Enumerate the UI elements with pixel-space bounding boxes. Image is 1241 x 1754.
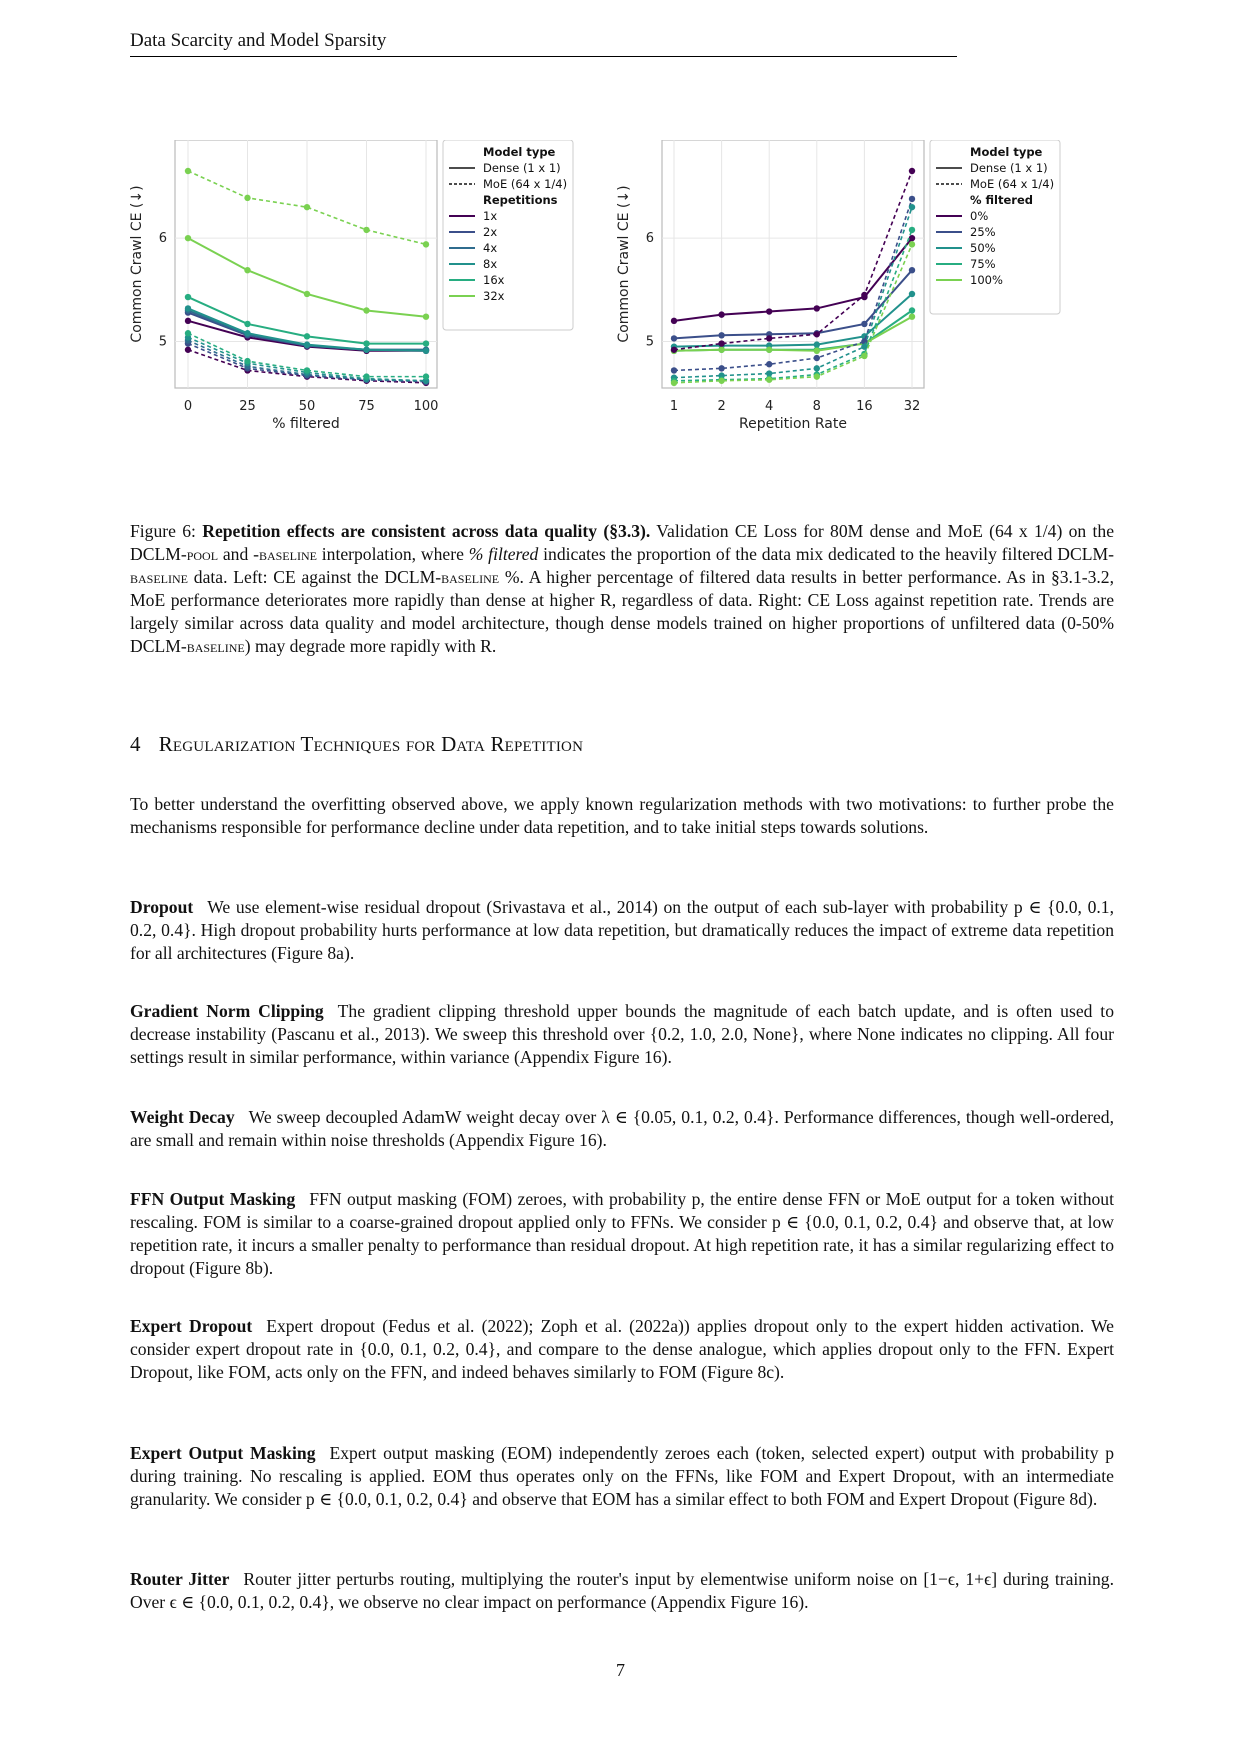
- paragraph-ffn-output-masking: [130, 1188, 1114, 1280]
- section-title: Regularization Techniques for Data Repetition: [158, 732, 584, 756]
- paragraph-text: Expert output masking (EOM) independently zeroes each (token, selected expert) output with probability p during training. No rescaling is applied. EOM thus operates only on the FFNs, like FOM and Expert Dropout, with an intermediate granularity. We consider p ∈ {0.0, 0.1, 0.2, 0.4} and observe that EOM has a similar effect to both FOM and Expert Dropout (Figure 8d).: [130, 1443, 1115, 1509]
- caption-title: Repetition effects are consistent across data quality (§3.3).: [202, 521, 651, 541]
- x-tick-label: 16: [856, 399, 873, 414]
- paragraph-title: Expert Dropout: [130, 1316, 253, 1336]
- legend-title: Model type: [970, 145, 1043, 159]
- paragraph-title: FFN Output Masking: [130, 1189, 296, 1209]
- x-tick-label: 25: [239, 399, 256, 414]
- caption-text: interpolation, where: [316, 544, 469, 564]
- legend-entry: 2x: [483, 225, 498, 239]
- data-point: [766, 361, 772, 367]
- data-point: [861, 321, 867, 327]
- caption-text: and -: [218, 544, 259, 564]
- data-point: [814, 373, 820, 379]
- data-point: [718, 365, 724, 371]
- data-point: [909, 196, 915, 202]
- data-point: [766, 335, 772, 341]
- data-point: [423, 348, 429, 354]
- caption-sc: baseline: [186, 636, 245, 656]
- legend-entry: 4x: [483, 241, 498, 255]
- x-axis-label: % filtered: [272, 416, 340, 432]
- data-point: [423, 373, 429, 379]
- data-point: [185, 235, 191, 241]
- legend-entry: 16x: [483, 273, 505, 287]
- section-number: 4: [130, 732, 141, 756]
- caption-label: Figure 6:: [130, 521, 203, 541]
- legend-entry: 75%: [970, 257, 996, 271]
- x-tick-label: 32: [903, 399, 921, 414]
- data-point: [861, 353, 867, 359]
- data-point: [909, 267, 915, 273]
- caption-text: data. Left: CE against the DCLM-: [188, 567, 442, 587]
- paragraph-text: We use element-wise residual dropout (Srivastava et al., 2014) on the output of each sub-layer with probability p ∈ {0.0, 0.1, 0.2, 0.4}. High dropout probability hurts performance at low data repetition, but dramatically reduces the impact of extreme data repetition for all architectures (Figure 8a).: [130, 897, 1114, 963]
- legend-title: % filtered: [970, 193, 1033, 207]
- data-point: [718, 347, 724, 353]
- chart-right: [616, 140, 1060, 432]
- legend-entry: 50%: [970, 241, 996, 255]
- data-point: [304, 291, 310, 297]
- data-point: [909, 168, 915, 174]
- data-point: [718, 311, 724, 317]
- paragraph-text: The gradient clipping threshold upper bounds the magnitude of each batch update, and is often used to decrease instability (Pascanu et al., 2013). We sweep this threshold over {0.2, 1.0, 2.0, None}, where None indicates no clipping. All four settings result in similar performance, within variance (Appendix Figure 16).: [130, 1001, 1114, 1067]
- legend-entry: 1x: [483, 209, 498, 223]
- legend-entry: Dense (1 x 1): [970, 161, 1048, 175]
- legend-entry: 0%: [970, 209, 989, 223]
- data-point: [766, 308, 772, 314]
- paragraph-text: We sweep decoupled AdamW weight decay over λ ∈ {0.05, 0.1, 0.2, 0.4}. Performance differences, though well-ordered, are small and remain within noise thresholds (Appendix Figure 16).: [130, 1107, 1114, 1150]
- data-point: [814, 355, 820, 361]
- data-point: [304, 204, 310, 210]
- legend-entry: MoE (64 x 1/4): [483, 177, 568, 191]
- paragraph-text: FFN output masking (FOM) zeroes, with probability p, the entire dense FFN or MoE output for a token without rescaling. FOM is similar to a coarse-grained dropout applied only to FFNs. We consider p ∈ {0.0, 0.1, 0.2, 0.4} and observe that, at low repetition rate, it incurs a smaller penalty to performance than residual dropout. At high repetition rate, it has a similar regularizing effect to dropout (Figure 8b).: [130, 1189, 1114, 1278]
- data-point: [363, 340, 369, 346]
- data-point: [363, 347, 369, 353]
- data-point: [909, 314, 915, 320]
- paragraph-title: Router Jitter: [130, 1569, 230, 1589]
- paragraph-router-jitter: [130, 1568, 1114, 1614]
- data-point: [814, 331, 820, 337]
- y-tick-label: 6: [645, 231, 654, 247]
- legend-title: Model type: [483, 145, 556, 159]
- data-point: [304, 341, 310, 347]
- data-point: [244, 267, 250, 273]
- data-point: [244, 358, 250, 364]
- data-point: [718, 332, 724, 338]
- legend: [930, 140, 1060, 314]
- data-point: [814, 365, 820, 371]
- data-point: [909, 204, 915, 210]
- data-point: [718, 378, 724, 384]
- data-point: [861, 343, 867, 349]
- data-point: [363, 227, 369, 233]
- x-axis-label: Repetition Rate: [739, 416, 847, 432]
- data-point: [671, 347, 677, 353]
- x-tick-label: 8: [812, 399, 821, 414]
- chart-left: [129, 140, 573, 432]
- data-point: [185, 168, 191, 174]
- paragraph-title: Dropout: [130, 897, 194, 917]
- data-point: [185, 347, 191, 353]
- y-tick-label: 6: [158, 231, 167, 247]
- legend-entry: 8x: [483, 257, 498, 271]
- data-point: [185, 305, 191, 311]
- page-number: 7: [616, 1660, 625, 1680]
- data-point: [909, 241, 915, 247]
- legend-entry: MoE (64 x 1/4): [970, 177, 1055, 191]
- paragraph-dropout: [130, 896, 1114, 965]
- data-point: [671, 367, 677, 373]
- caption-sc: baseline: [441, 567, 500, 587]
- legend-entry: 100%: [970, 273, 1003, 287]
- paragraph-text: Expert dropout (Fedus et al. (2022); Zoph et al. (2022a)) applies dropout only to the expert hidden activation. We consider expert dropout rate in {0.0, 0.1, 0.2, 0.4}, and compare to the dense analogue, which applies dropout only to the FFN. Expert Dropout, like FOM, acts only on the FFN, and indeed behaves similarly to FOM (Figure 8c).: [130, 1316, 1114, 1382]
- data-point: [423, 314, 429, 320]
- data-point: [909, 291, 915, 297]
- data-point: [363, 307, 369, 313]
- data-point: [671, 380, 677, 386]
- paragraph-title: Weight Decay: [130, 1107, 235, 1127]
- caption-text: %. A higher percentage of filtered data results in better performance. As in §3.1-3.2, MoE performance deteriorates more rapidly than dense at higher R, regardless of data. Right: CE Loss against repetition rate. Trends are largely similar across data quality and model architecture, though dense models trained on higher proportions of unfiltered data (0-50% DCLM-: [130, 567, 1114, 656]
- data-point: [814, 305, 820, 311]
- data-point: [423, 241, 429, 247]
- data-point: [909, 307, 915, 313]
- data-point: [909, 227, 915, 233]
- y-tick-label: 5: [158, 334, 167, 350]
- x-tick-label: 2: [717, 399, 726, 414]
- legend-entry: Dense (1 x 1): [483, 161, 561, 175]
- paragraph-expert-output-masking: [130, 1442, 1114, 1511]
- data-point: [304, 333, 310, 339]
- figure-caption: [130, 520, 1114, 658]
- paragraph-weight-decay: [130, 1106, 1114, 1152]
- data-point: [861, 292, 867, 298]
- data-point: [185, 330, 191, 336]
- paragraph-title: Expert Output Masking: [130, 1443, 316, 1463]
- data-point: [671, 318, 677, 324]
- data-point: [766, 377, 772, 383]
- running-header: Data Scarcity and Model Sparsity: [130, 30, 957, 57]
- y-axis-label: Common Crawl CE (↓): [129, 185, 145, 343]
- x-tick-label: 4: [765, 399, 774, 414]
- data-point: [185, 318, 191, 324]
- data-point: [363, 373, 369, 379]
- section-heading: [130, 732, 583, 757]
- data-point: [671, 335, 677, 341]
- y-tick-label: 5: [645, 334, 654, 350]
- data-point: [244, 321, 250, 327]
- data-point: [814, 348, 820, 354]
- caption-sc: pool: [186, 544, 219, 564]
- intro-paragraph: To better understand the overfitting observed above, we apply known regularization methods with two motivations: to further probe the mechanisms responsible for performance decline under data repetition, and to take initial steps towards solutions.: [130, 794, 1114, 837]
- caption-sc: baseline: [258, 544, 317, 564]
- paragraph-expert-dropout: [130, 1315, 1114, 1384]
- data-point: [185, 294, 191, 300]
- legend-entry: 32x: [483, 289, 505, 303]
- data-point: [718, 340, 724, 346]
- paragraph-gradient-clipping: [130, 1000, 1114, 1069]
- caption-text: Validation CE Loss for 80M dense and MoE (64 x 1/4) on the DCLM-: [130, 521, 1115, 564]
- legend-title: Repetitions: [483, 193, 558, 207]
- caption-sc: baseline: [130, 567, 188, 587]
- y-axis-label: Common Crawl CE (↓): [616, 185, 632, 343]
- caption-text: ) may degrade more rapidly with R.: [244, 636, 497, 656]
- paragraph-title: Gradient Norm Clipping: [130, 1001, 324, 1021]
- caption-text: indicates the proportion of the data mix dedicated to the heavily filtered DCLM-: [538, 544, 1114, 564]
- x-tick-label: 1: [669, 399, 679, 414]
- caption-em: % filtered: [468, 544, 539, 564]
- legend: [443, 140, 573, 330]
- data-point: [766, 347, 772, 353]
- data-point: [909, 235, 915, 241]
- figure-6: [120, 140, 1120, 500]
- x-tick-label: 100: [413, 399, 439, 414]
- data-point: [304, 367, 310, 373]
- x-tick-label: 0: [183, 399, 193, 414]
- data-point: [244, 330, 250, 336]
- legend-entry: 25%: [970, 225, 996, 239]
- data-point: [244, 195, 250, 201]
- paragraph-text: Router jitter perturbs routing, multiplying the router's input by elementwise uniform noise on [1−ϵ, 1+ϵ] during training. Over ϵ ∈ {0.0, 0.1, 0.2, 0.4}, we observe no clear impact on performance (Appendix Figure 16).: [130, 1569, 1114, 1612]
- x-tick-label: 75: [358, 399, 375, 414]
- x-tick-label: 50: [298, 399, 316, 414]
- data-point: [423, 340, 429, 346]
